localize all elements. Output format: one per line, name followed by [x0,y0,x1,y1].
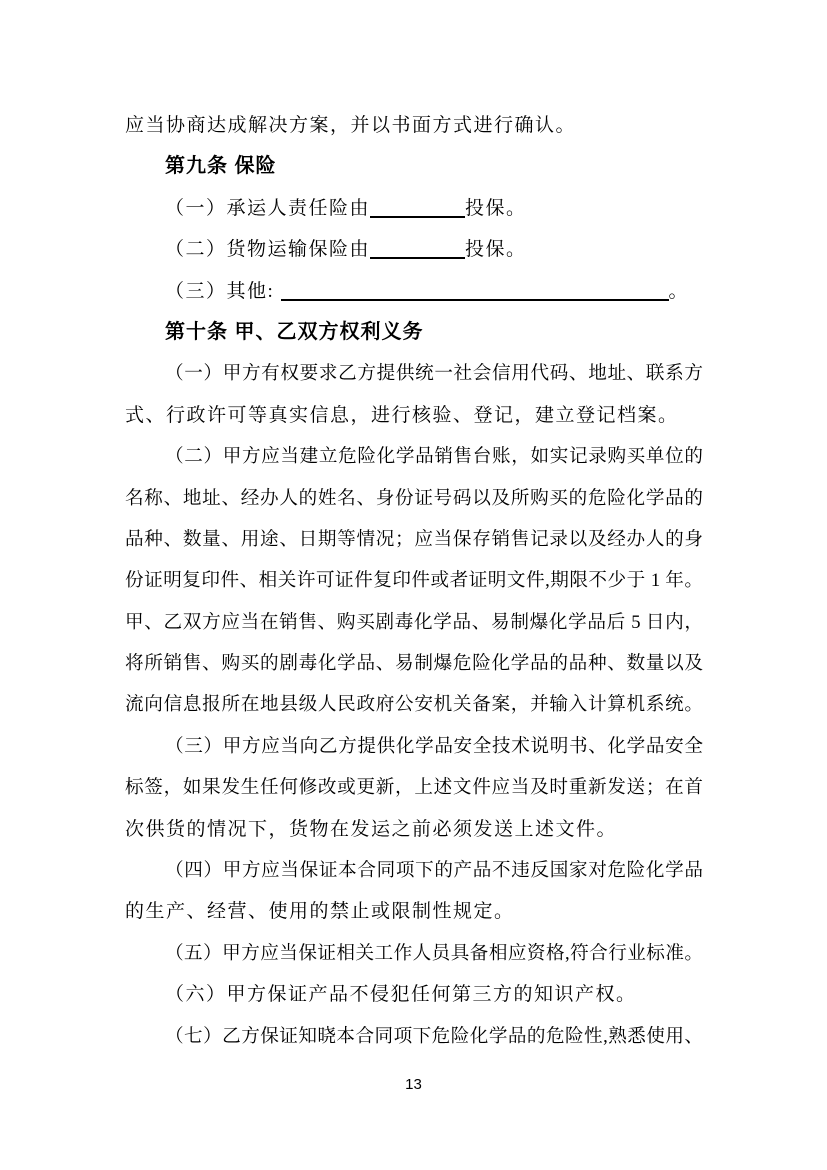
body-line: 甲、乙双方应当在销售、购买剧毒化学品、易制爆化学品后 5 日内， [125,611,703,633]
line-text: （二）货物运输保险由 [165,239,371,261]
body-line: （一）甲方有权要求乙方提供统一社会信用代码、地址、联系方 [165,363,703,385]
line-text: （一）承运人责任险由 [165,197,371,219]
line-text: （三）其他: [165,280,281,302]
line-text: 。 [668,280,690,302]
blank-underline [370,197,465,218]
body-line: 将所销售、购买的剧毒化学品、易制爆危险化学品的品种、数量以及 [125,653,703,675]
body-line: （四）甲方应当保证本合同项下的产品不违反国家对危险化学品 [165,860,703,882]
body-line: （三）甲方应当向乙方提供化学品安全技术说明书、化学品安全 [165,735,703,757]
fill-blank-line [125,271,703,312]
body-line: （六）甲方保证产品不侵犯任何第三方的知识产权。 [165,984,637,1006]
body-line: 次供货的情况下，货物在发运之前必须发送上述文件。 [125,818,618,840]
body-line: （七）乙方保证知晓本合同项下危险化学品的危险性,熟悉使用、 [165,1025,703,1047]
section-heading: 第九条 保险 [165,155,277,178]
section-heading: 第十条 甲、乙双方权利义务 [165,320,424,343]
body-line: （五）甲方应当保证相关工作人员具备相应资格,符合行业标准。 [165,942,703,964]
body-line: 份证明复印件、相关许可证件复印件或者证明文件,期限不少于 1 年。 [125,570,703,592]
page-body [125,105,703,1057]
body-line: 品种、数量、用途、日期等情况；应当保存销售记录以及经办人的身 [125,528,703,550]
body-line: 的生产、经营、使用的禁止或限制性规定。 [125,901,515,923]
body-line: 标签，如果发生任何修改或更新，上述文件应当及时重新发送；在首 [125,777,703,799]
line-text: 投保。 [465,197,527,219]
body-line: 应当协商达成解决方案，并以书面方式进行确认。 [125,115,577,136]
blank-underline [370,238,465,259]
line-text: 投保。 [465,239,527,261]
blank-underline [281,280,669,301]
page-number: 13 [405,1076,422,1093]
fill-blank-line [125,188,703,229]
body-line: 流向信息报所在地县级人民政府公安机关备案，并输入计算机系统。 [125,694,703,716]
fill-blank-line [125,229,703,270]
body-line: （二）甲方应当建立危险化学品销售台账，如实记录购买单位的 [165,446,703,468]
body-line: 式、行政许可等真实信息，进行核验、登记，建立登记档案。 [125,404,679,426]
body-line: 名称、地址、经办人的姓名、身份证号码以及所购买的危险化学品的 [125,487,703,509]
